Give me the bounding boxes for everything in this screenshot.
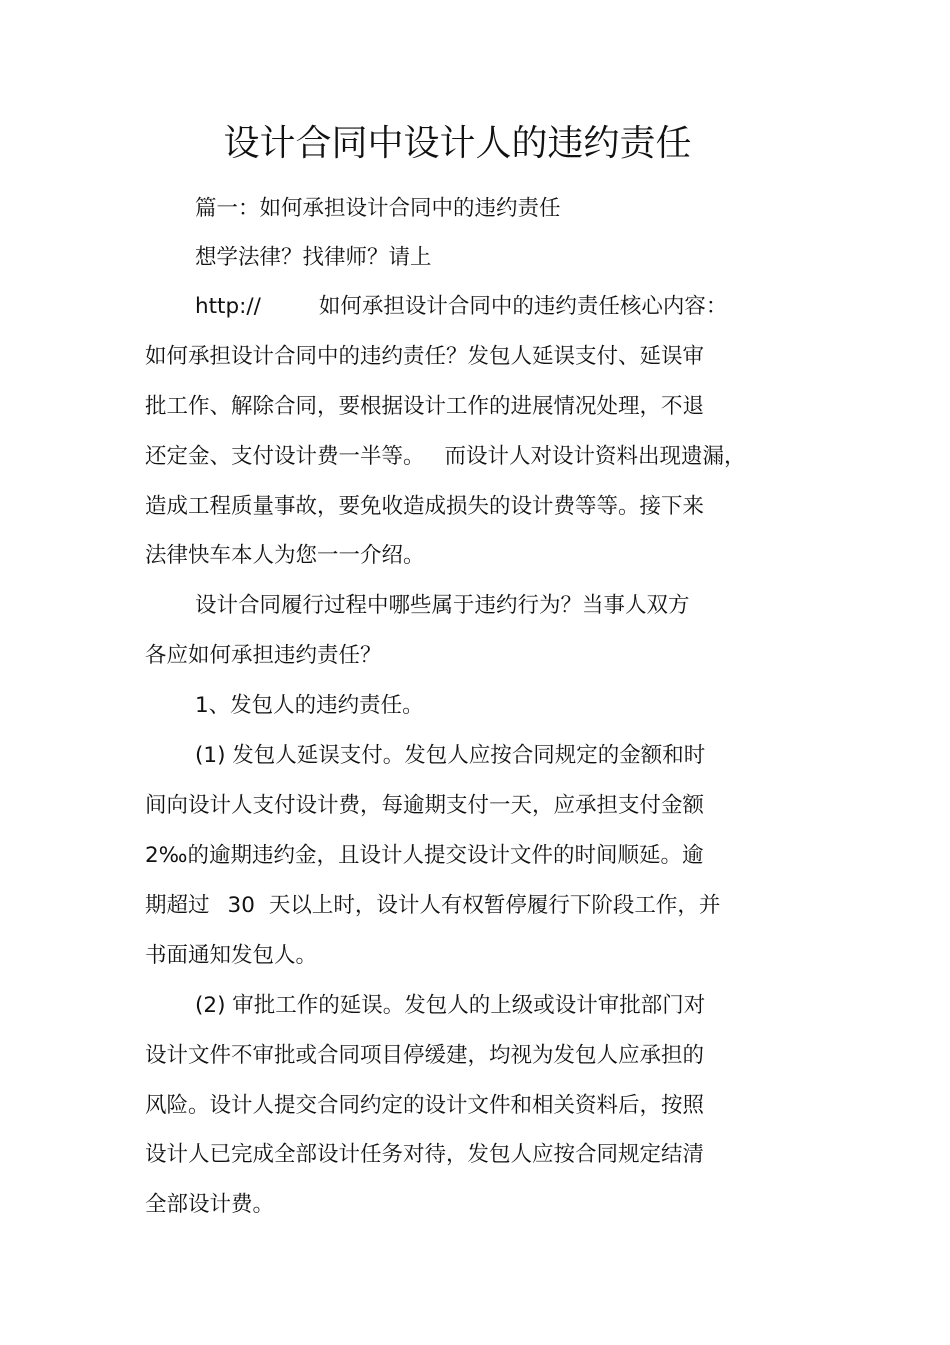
- paragraph-line: [145, 442, 746, 472]
- paragraph-line: 全部设计费。: [145, 1192, 275, 1217]
- paragraph-line: 想学法律？找律师？请上: [195, 245, 432, 270]
- paragraph-line: 风险。设计人提交合同约定的设计文件和相关资料后，按照: [145, 1093, 705, 1118]
- paragraph-line: [145, 891, 720, 921]
- line-segment: 而设计人对设计资料出现遗漏，: [444, 444, 746, 469]
- paragraph-line: 设计合同履行过程中哪些属于违约行为？当事人双方: [195, 593, 690, 618]
- line-segment: 天以上时，设计人有权暂停履行下阶段工作，并: [268, 893, 721, 918]
- paragraph-line: (1) 发包人延误支付。发包人应按合同规定的金额和时: [195, 743, 706, 768]
- paragraph-line: 书面通知发包人。: [145, 943, 318, 968]
- paragraph-line: 设计人已完成全部设计任务对待，发包人应按合同规定结清: [145, 1142, 705, 1167]
- paragraph-line: 2‰的逾期违约金，且设计人提交设计文件的时间顺延。逾: [145, 843, 704, 868]
- paragraph-line: 篇一：如何承担设计合同中的违约责任: [195, 196, 561, 221]
- paragraph-line: 造成工程质量事故，要免收造成损失的设计费等等。接下来: [145, 494, 705, 519]
- document-title: 设计合同中设计人的违约责任: [223, 123, 692, 164]
- paragraph-line: 法律快车本人为您一一介绍。: [145, 543, 425, 568]
- paragraph-line: (2) 审批工作的延误。发包人的上级或设计审批部门对: [195, 993, 706, 1018]
- number-text: 30: [227, 893, 255, 918]
- paragraph-line: 间向设计人支付设计费，每逾期支付一天，应承担支付金额: [145, 793, 705, 818]
- paragraph-line: 如何承担设计合同中的违约责任？发包人延误支付、延误审: [145, 344, 705, 369]
- section-heading: 1、发包人的违约责任。: [195, 693, 424, 718]
- line-segment: 期超过: [145, 893, 210, 918]
- line-segment: 还定金、支付设计费一半等。: [145, 444, 425, 469]
- paragraph-line: 批工作、解除合同，要根据设计工作的进展情况处理，不退: [145, 394, 705, 419]
- paragraph-line: 各应如何承担违约责任？: [145, 643, 382, 668]
- summary-label: 如何承担设计合同中的违约责任核心内容：: [318, 294, 728, 319]
- paragraph-line: 设计文件不审批或合同项目停缓建，均视为发包人应承担的: [145, 1043, 705, 1068]
- paragraph-line: [195, 292, 727, 322]
- url-text: http://: [195, 294, 261, 319]
